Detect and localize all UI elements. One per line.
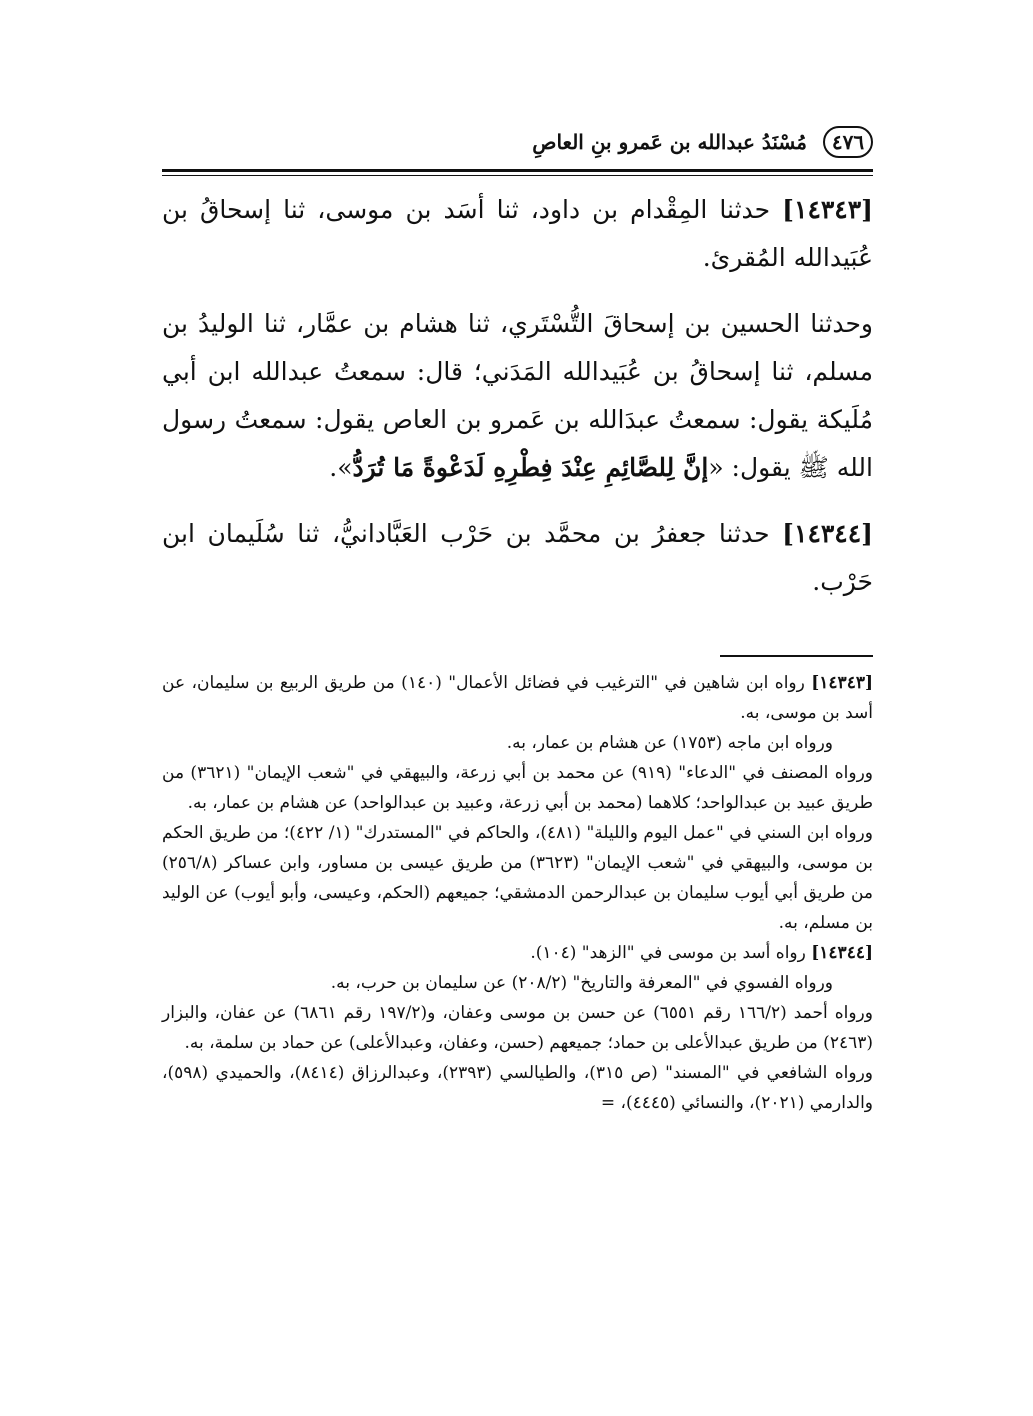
page-number: ٤٧٦: [823, 126, 873, 158]
chain-text: حدثنا جعفرُ بن محمَّد بن حَرْب العَبَّادانيُّ، ثنا سُلَيمان ابن حَرْب.: [162, 519, 873, 596]
footnote-line: ورواه الشافعي في "المسند" (ص ٣١٥)، والطيالسي (٢٣٩٣)، وعبدالرزاق (٨٤١٤)، والحميدي (٥٩٨)، والدارمي (٢٠٢١)، والنسائي (٤٤٤٥)، =: [162, 1063, 873, 1113]
footnote-separator: [720, 655, 873, 657]
footnote-number: [١٤٣٤٣]: [811, 673, 873, 693]
hadith-14344-chain: [162, 510, 873, 606]
main-text: [162, 186, 873, 606]
footnote-14343: [162, 668, 873, 728]
footnote-text: رواه أسد بن موسى في "الزهد" (١٠٤).: [530, 943, 812, 963]
footnote-number: [١٤٣٤٤]: [811, 943, 873, 963]
chain-text: حدثنا المِقْدام بن داود، ثنا أسَد بن موسى، ثنا إسحاقُ بن عُبَيدالله المُقرئ.: [162, 195, 873, 272]
hadith-number: [١٤٣٤٤]: [782, 519, 873, 548]
chain-text-end: ».: [329, 453, 353, 482]
footnote-line: ورواه ابن السني في "عمل اليوم والليلة" (٤٨١)، والحاكم في "المستدرك" (١/ ٤٢٢)؛ من طريق الحكم بن موسى، والبيهقي في "شعب الإيمان" (٣٦٢٣) من طريق عيسى بن مساور، وابن عساكر (٢٥٦/٨) من طريق أبي أيوب سليمان بن عبدالرحمن الدمشقي؛ جميعهم (الحكم، وعيسى، وأبو أيوب) عن الوليد بن مسلم، به.: [162, 823, 873, 933]
hadith-14343-chain: [162, 186, 873, 282]
page-header: [162, 118, 873, 166]
footnote-line: ورواه الفسوي في "المعرفة والتاريخ" (٢٠٨/٢) عن سليمان بن حرب، به.: [330, 973, 833, 993]
hadith-number: [١٤٣٤٣]: [782, 195, 873, 224]
hadith-14343-second-chain: [162, 300, 873, 492]
footnote-line: ورواه أحمد (١٦٦/٢ رقم ٦٥٥١) عن حسن بن موسى وعفان، و(١٩٧/٢ رقم ٦٨٦١) عن عفان، والبزار (٢٤٦٣) من طريق عبدالأعلى بن حماد؛ جميعهم (حسن، وعفان، وعبدالأعلى) عن حماد بن سلمة، به.: [162, 1003, 873, 1053]
hadith-text: إنَّ لِلصَّائِمِ عِنْدَ فِطْرِهِ لَدَعْوةً مَا تُرَدُّ: [352, 453, 709, 482]
running-title: مُسْنَدُ عبدالله بن عَمرو بنِ العاصِ: [532, 130, 807, 154]
footnote-text: رواه ابن شاهين في "الترغيب في فضائل الأعمال" (١٤٠) من طريق الربيع بن سليمان، عن أسد بن موسى، به.: [162, 673, 873, 723]
header-rule-thick: [162, 169, 873, 172]
footnotes: [162, 668, 873, 1118]
footnote-line: ورواه ابن ماجه (١٧٥٣) عن هشام بن عمار، به.: [506, 733, 833, 753]
footnote-line: ورواه المصنف في "الدعاء" (٩١٩) عن محمد بن أبي زرعة، والبيهقي في "شعب الإيمان" (٣٦٢١) من طريق عبيد بن عبدالواحد؛ كلاهما (محمد بن أبي زرعة، وعبيد بن عبدالواحد) عن هشام بن عمار، به.: [162, 763, 873, 813]
header-rule-thin: [162, 175, 873, 176]
chain-text: وحدثنا الحسين بن إسحاقَ التُّسْتَري، ثنا هشام بن عمَّار، ثنا الوليدُ بن مسلم، ثنا إسحاقُ بن عُبَيدالله المَدَني؛ قال: سمعتُ عبدالله ابن أبي مُلَيكة يقول: سمعتُ عبدَالله بن عَمرو بن العاص يقول: سمعتُ رسول الله ﷺ يقول: «: [162, 309, 873, 482]
footnote-14344: [162, 938, 873, 968]
